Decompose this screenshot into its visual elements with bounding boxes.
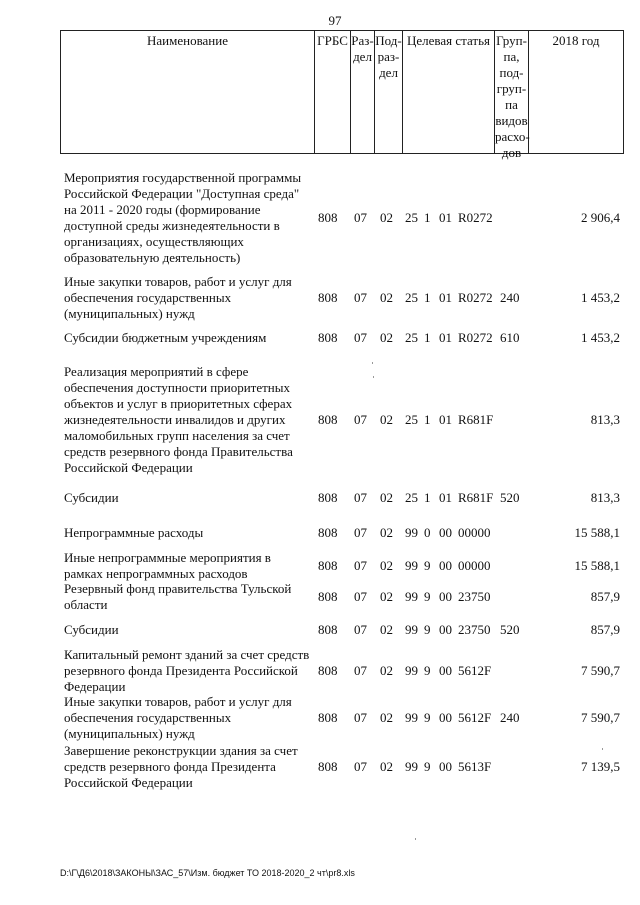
row-target-program: 25 bbox=[405, 412, 418, 427]
row-podrazdel: 02 bbox=[380, 759, 393, 774]
row-target-event: 00 bbox=[439, 525, 452, 540]
row-grbs: 808 bbox=[318, 525, 338, 540]
row-sum: 7 139,5 bbox=[581, 759, 620, 774]
row-name: Иные закупки товаров, работ и услуг для обеспечения государственных (муниципальных) нужд bbox=[64, 694, 292, 741]
table-row bbox=[60, 581, 624, 613]
row-name: Иные непрограммные мероприятия в рамках непрограммных расходов bbox=[64, 550, 271, 581]
header-grbs: ГРБС bbox=[315, 31, 351, 153]
row-sum: 7 590,7 bbox=[581, 663, 620, 678]
row-razdel: 07 bbox=[354, 589, 367, 604]
row-target-program: 99 bbox=[405, 710, 418, 725]
row-razdel: 07 bbox=[354, 290, 367, 305]
table-row bbox=[60, 647, 624, 695]
row-podrazdel: 02 bbox=[380, 710, 393, 725]
row-grbs: 808 bbox=[318, 330, 338, 345]
row-grbs: 808 bbox=[318, 663, 338, 678]
row-target-event: 00 bbox=[439, 589, 452, 604]
row-target-subprogram: 9 bbox=[424, 710, 431, 725]
row-vid: 240 bbox=[500, 710, 520, 725]
row-sum: 1 453,2 bbox=[581, 330, 620, 345]
row-target-program: 99 bbox=[405, 622, 418, 637]
row-target-subprogram: 9 bbox=[424, 589, 431, 604]
row-sum: 813,3 bbox=[590, 490, 620, 505]
row-sum: 15 588,1 bbox=[574, 558, 620, 573]
row-grbs: 808 bbox=[318, 589, 338, 604]
row-target-event: 01 bbox=[439, 330, 452, 345]
row-target-subprogram: 1 bbox=[424, 210, 431, 225]
table-row bbox=[60, 622, 624, 638]
header-target: Целевая статья bbox=[403, 31, 495, 153]
row-target-code: 5612F bbox=[458, 663, 492, 678]
row-sum: 15 588,1 bbox=[574, 525, 620, 540]
row-target-code: 5612F bbox=[458, 710, 492, 725]
row-target-event: 01 bbox=[439, 210, 452, 225]
row-name: Реализация мероприятий в сфере обеспечения доступности приоритетных объектов и услуг в приоритетных сферах жизнедеятельности инвалидов и других маломобильных групп населения за счет средств резервного фонда Правительства Российской Федерации bbox=[64, 364, 293, 475]
row-target-event: 00 bbox=[439, 558, 452, 573]
row-grbs: 808 bbox=[318, 290, 338, 305]
row-sum: 2 906,4 bbox=[581, 210, 620, 225]
row-target-subprogram: 0 bbox=[424, 525, 431, 540]
row-target-event: 01 bbox=[439, 412, 452, 427]
row-podrazdel: 02 bbox=[380, 412, 393, 427]
scan-speck bbox=[372, 362, 373, 364]
row-sum: 857,9 bbox=[590, 589, 620, 604]
table-row bbox=[60, 274, 624, 322]
row-target-subprogram: 9 bbox=[424, 663, 431, 678]
row-razdel: 07 bbox=[354, 210, 367, 225]
row-grbs: 808 bbox=[318, 759, 338, 774]
row-target-event: 01 bbox=[439, 290, 452, 305]
row-target-program: 99 bbox=[405, 663, 418, 678]
row-razdel: 07 bbox=[354, 490, 367, 505]
header-vid: Груп- па, под- груп- па видов расхо- дов bbox=[495, 33, 530, 160]
row-razdel: 07 bbox=[354, 412, 367, 427]
row-target-code: 5613F bbox=[458, 759, 492, 774]
row-sum: 1 453,2 bbox=[581, 290, 620, 305]
row-razdel: 07 bbox=[354, 558, 367, 573]
row-target-code: 00000 bbox=[458, 558, 491, 573]
table-row bbox=[60, 550, 624, 582]
row-vid: 610 bbox=[500, 330, 520, 345]
row-podrazdel: 02 bbox=[380, 210, 393, 225]
row-target-code: 23750 bbox=[458, 622, 491, 637]
row-target-event: 00 bbox=[439, 663, 452, 678]
scan-speck bbox=[373, 376, 374, 378]
header-year: 2018 год bbox=[552, 33, 600, 48]
row-grbs: 808 bbox=[318, 622, 338, 637]
row-sum: 813,3 bbox=[590, 412, 620, 427]
row-podrazdel: 02 bbox=[380, 663, 393, 678]
row-target-subprogram: 9 bbox=[424, 622, 431, 637]
header-podrazdel: Под- раз- дел bbox=[375, 31, 403, 153]
row-target-subprogram: 1 bbox=[424, 412, 431, 427]
row-target-code: 00000 bbox=[458, 525, 491, 540]
row-target-code: R681F bbox=[458, 412, 494, 427]
row-vid: 520 bbox=[500, 490, 520, 505]
row-target-program: 25 bbox=[405, 330, 418, 345]
row-target-program: 99 bbox=[405, 558, 418, 573]
header-razdel: Раз- дел bbox=[351, 31, 375, 153]
row-grbs: 808 bbox=[318, 558, 338, 573]
row-target-code: R681F bbox=[458, 490, 494, 505]
table-row bbox=[60, 170, 624, 266]
row-target-event: 00 bbox=[439, 759, 452, 774]
row-target-subprogram: 1 bbox=[424, 490, 431, 505]
row-target-code: 23750 bbox=[458, 589, 491, 604]
row-target-program: 25 bbox=[405, 490, 418, 505]
table-row bbox=[60, 490, 624, 506]
row-podrazdel: 02 bbox=[380, 290, 393, 305]
row-target-code: R0272 bbox=[458, 210, 493, 225]
row-grbs: 808 bbox=[318, 490, 338, 505]
row-grbs: 808 bbox=[318, 210, 338, 225]
row-grbs: 808 bbox=[318, 412, 338, 427]
row-name: Субсидии бюджетным учреждениям bbox=[64, 330, 267, 345]
row-target-subprogram: 9 bbox=[424, 558, 431, 573]
row-podrazdel: 02 bbox=[380, 490, 393, 505]
row-razdel: 07 bbox=[354, 710, 367, 725]
row-name: Мероприятия государственной программы Российской Федерации "Доступная среда" на 2011 - 2020 годы (формирование доступной среды жизнедеятельности в организациях, осуществляющих образовательную деятельность) bbox=[64, 170, 302, 265]
row-sum: 857,9 bbox=[590, 622, 620, 637]
table-row bbox=[60, 525, 624, 541]
scan-speck bbox=[415, 838, 416, 840]
row-target-program: 99 bbox=[405, 525, 418, 540]
table-row bbox=[60, 743, 624, 791]
row-name: Субсидии bbox=[64, 490, 119, 505]
row-podrazdel: 02 bbox=[380, 558, 393, 573]
row-podrazdel: 02 bbox=[380, 330, 393, 345]
row-target-subprogram: 1 bbox=[424, 330, 431, 345]
row-target-event: 00 bbox=[439, 710, 452, 725]
row-target-subprogram: 1 bbox=[424, 290, 431, 305]
row-target-program: 99 bbox=[405, 759, 418, 774]
row-podrazdel: 02 bbox=[380, 589, 393, 604]
page-number: 97 bbox=[328, 13, 342, 28]
row-target-code: R0272 bbox=[458, 290, 493, 305]
row-target-event: 01 bbox=[439, 490, 452, 505]
table-row bbox=[60, 330, 624, 346]
row-target-subprogram: 9 bbox=[424, 759, 431, 774]
row-podrazdel: 02 bbox=[380, 622, 393, 637]
row-sum: 7 590,7 bbox=[581, 710, 620, 725]
row-target-event: 00 bbox=[439, 622, 452, 637]
scan-speck bbox=[602, 748, 603, 750]
row-name: Иные закупки товаров, работ и услуг для обеспечения государственных (муниципальных) нужд bbox=[64, 274, 292, 321]
row-target-program: 25 bbox=[405, 210, 418, 225]
row-razdel: 07 bbox=[354, 622, 367, 637]
table-row bbox=[60, 364, 624, 476]
row-podrazdel: 02 bbox=[380, 525, 393, 540]
row-razdel: 07 bbox=[354, 759, 367, 774]
row-name: Завершение реконструкции здания за счет средств резервного фонда Президента Российской Федерации bbox=[64, 743, 298, 790]
row-target-program: 25 bbox=[405, 290, 418, 305]
row-name: Резервный фонд правительства Тульской области bbox=[64, 581, 292, 612]
row-grbs: 808 bbox=[318, 710, 338, 725]
row-vid: 520 bbox=[500, 622, 520, 637]
header-name: Наименование bbox=[61, 31, 315, 153]
row-vid: 240 bbox=[500, 290, 520, 305]
row-name: Непрограммные расходы bbox=[64, 525, 204, 540]
row-razdel: 07 bbox=[354, 525, 367, 540]
table-row bbox=[60, 694, 624, 742]
row-name: Субсидии bbox=[64, 622, 119, 637]
row-razdel: 07 bbox=[354, 663, 367, 678]
row-name: Капитальный ремонт зданий за счет средств резервного фонда Президента Российской Федерации bbox=[64, 647, 310, 694]
row-razdel: 07 bbox=[354, 330, 367, 345]
footer-filepath: D:\Г\Д6\2018\ЗАКОНЫ\ЗАС_57\Изм. бюджет ТО 2018-2020_2 чт\pr8.xls bbox=[60, 868, 355, 878]
row-target-code: R0272 bbox=[458, 330, 493, 345]
row-target-program: 99 bbox=[405, 589, 418, 604]
